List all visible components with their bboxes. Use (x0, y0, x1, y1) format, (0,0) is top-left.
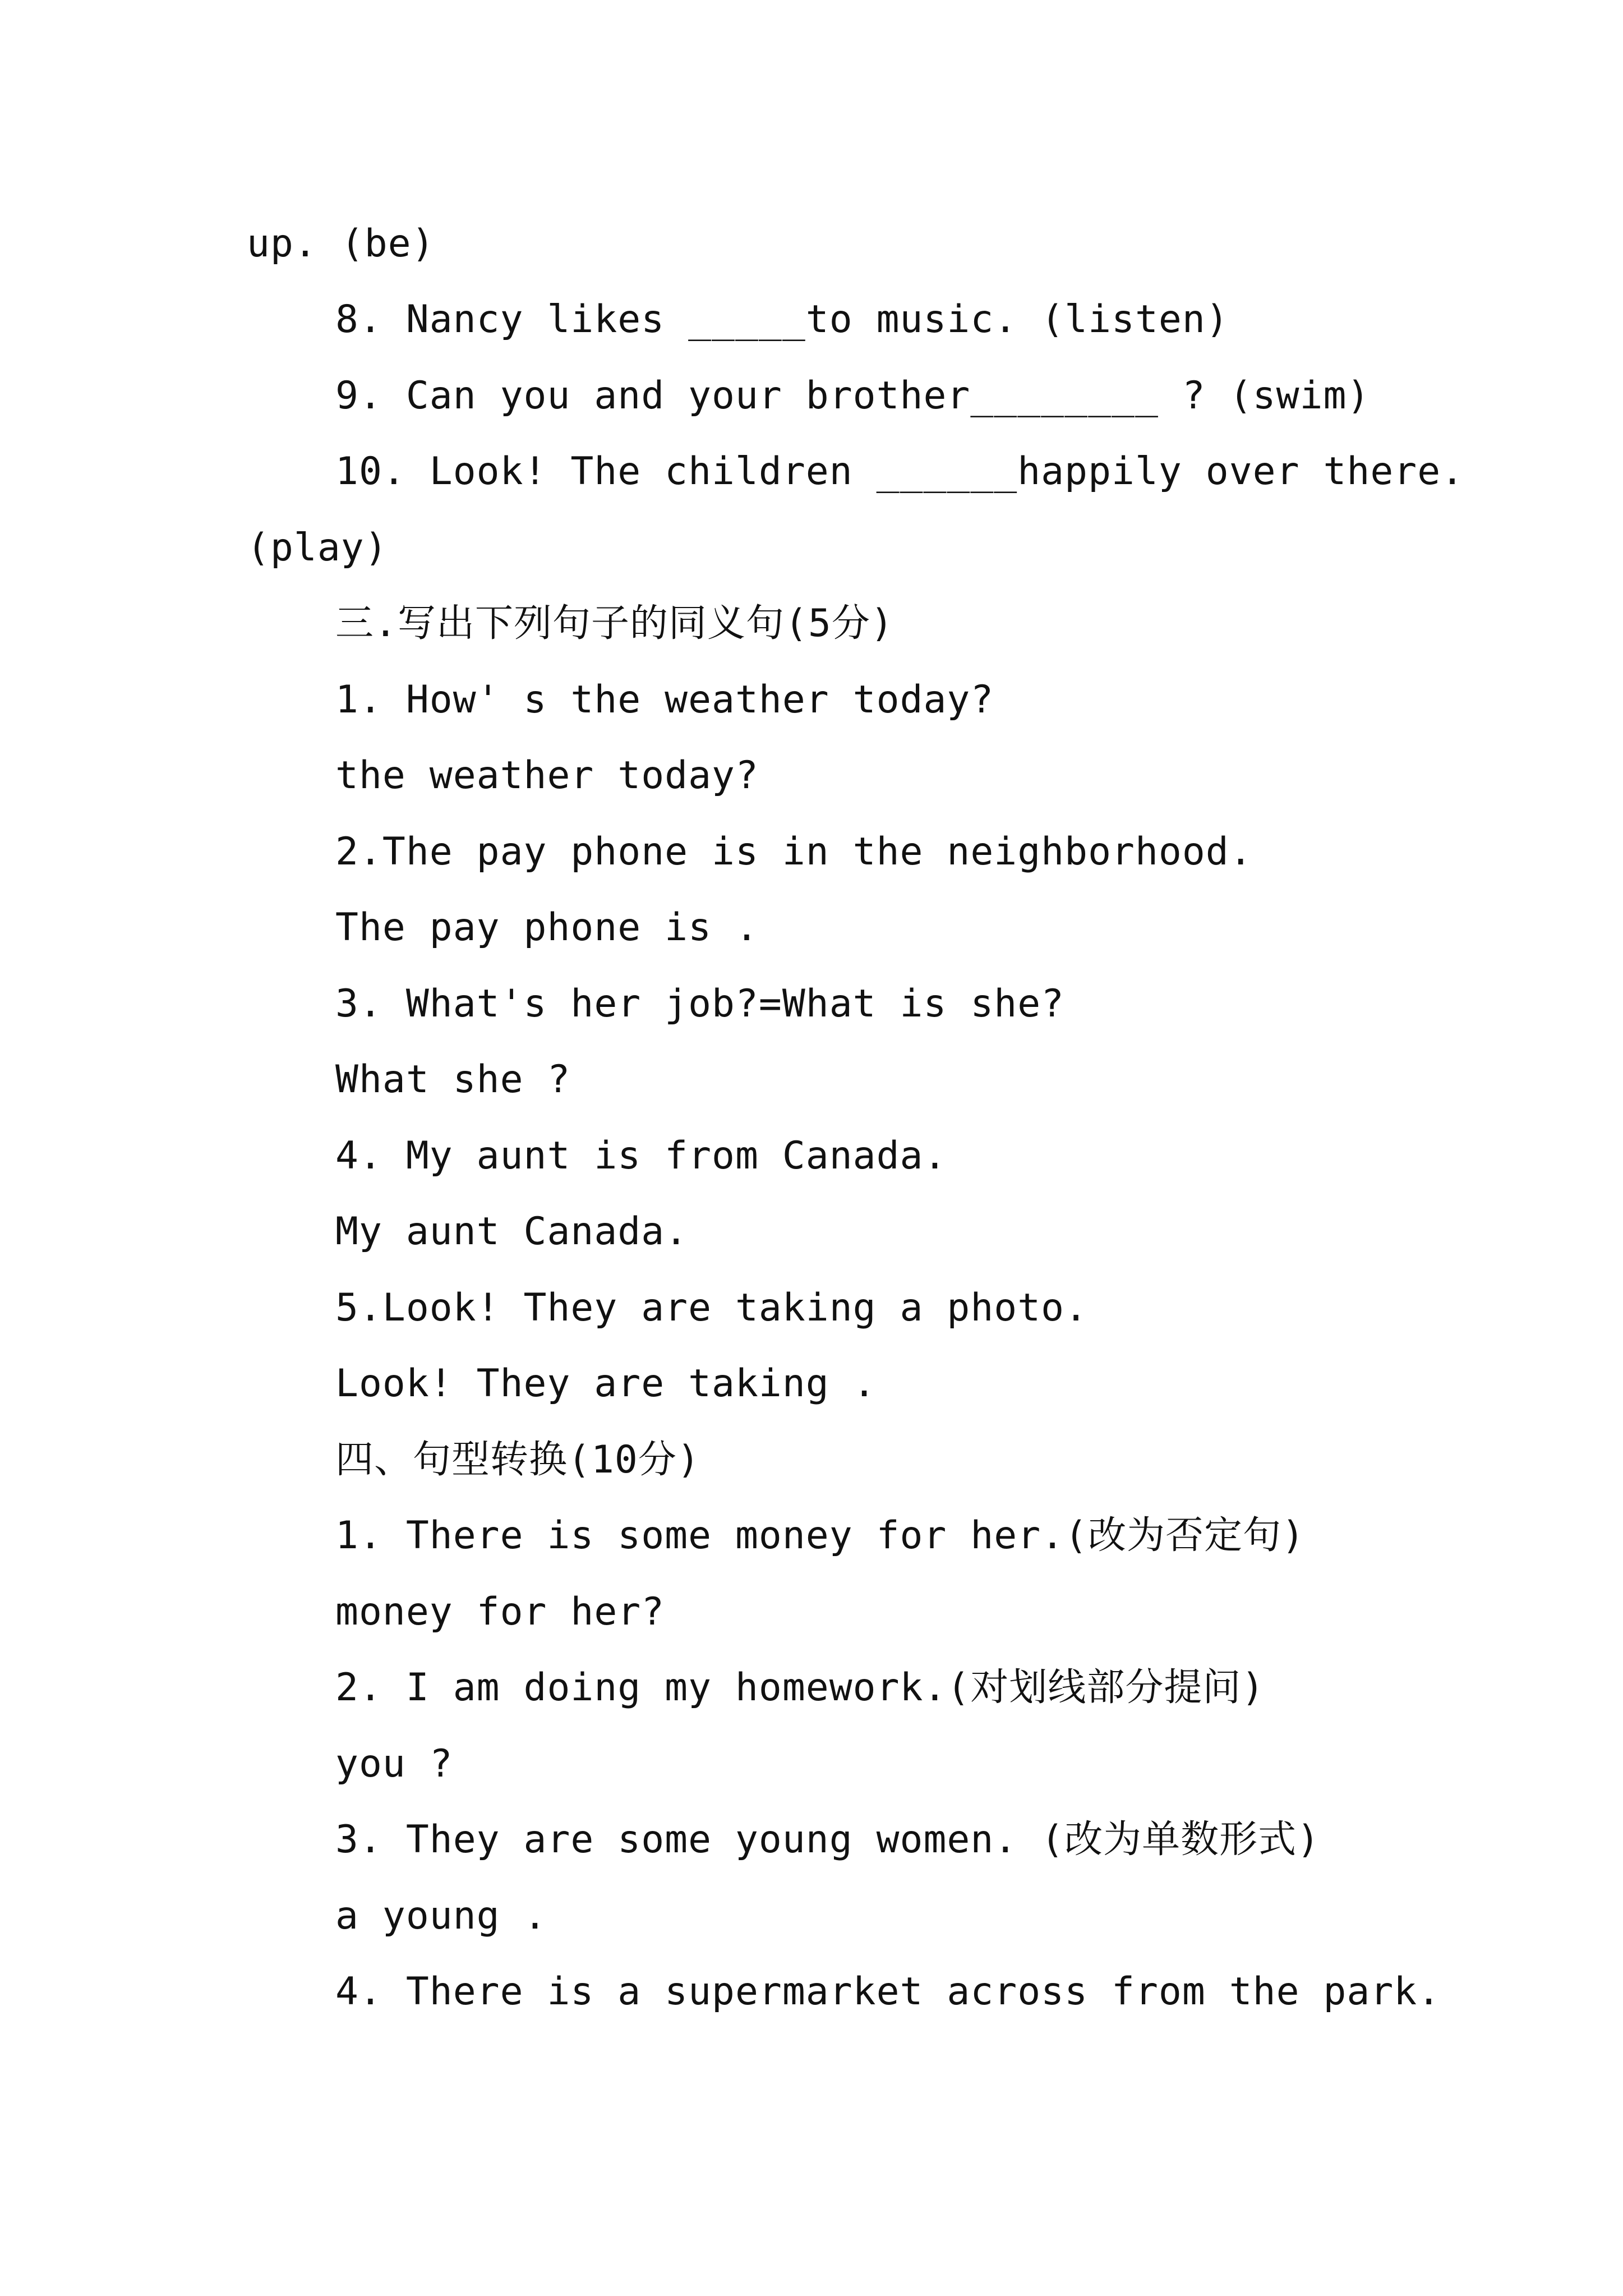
s4-answer-3: a young . (335, 1894, 547, 1938)
text-line-be: up. (be) (247, 222, 435, 266)
s3-question-2: 2.The pay phone is in the neighborhood. (335, 830, 1253, 874)
s3-question-1: 1. How' s the weather today? (335, 678, 994, 722)
s3-answer-2: The pay phone is . (335, 905, 759, 950)
question-9-swim: 9. Can you and your brother________ ? (swim) (335, 374, 1371, 418)
section-3-heading: 三.写出下列句子的同义句(5分) (335, 601, 894, 646)
s4-question-1: 1. There is some money for her.(改为否定句) (335, 1513, 1306, 1558)
s3-answer-3: What she ? (335, 1057, 571, 1102)
s3-answer-5: Look! They are taking . (335, 1361, 877, 1406)
s3-answer-1: the weather today? (335, 753, 759, 798)
s3-question-4: 4. My aunt is from Canada. (335, 1134, 947, 1178)
question-10-play: 10. Look! The children ______happily over there. (335, 449, 1465, 494)
section-4-heading: 四、句型转换(10分) (335, 1438, 700, 1482)
s3-answer-4: My aunt Canada. (335, 1209, 689, 1254)
s4-question-2: 2. I am doing my homework.(对划线部分提问) (335, 1665, 1265, 1710)
text-line-play: (play) (247, 526, 388, 570)
s4-question-4: 4. There is a supermarket across from the park. (335, 1970, 1441, 2014)
s4-question-3: 3. They are some young women. (改为单数形式) (335, 1818, 1321, 1862)
s4-answer-2: you ? (335, 1742, 453, 1786)
s3-question-3: 3. What's her job?=What is she? (335, 982, 1065, 1026)
s3-question-5: 5.Look! They are taking a photo. (335, 1286, 1089, 1330)
question-8-listen: 8. Nancy likes _____to music. (listen) (335, 297, 1229, 342)
s4-answer-1: money for her? (335, 1590, 665, 1634)
